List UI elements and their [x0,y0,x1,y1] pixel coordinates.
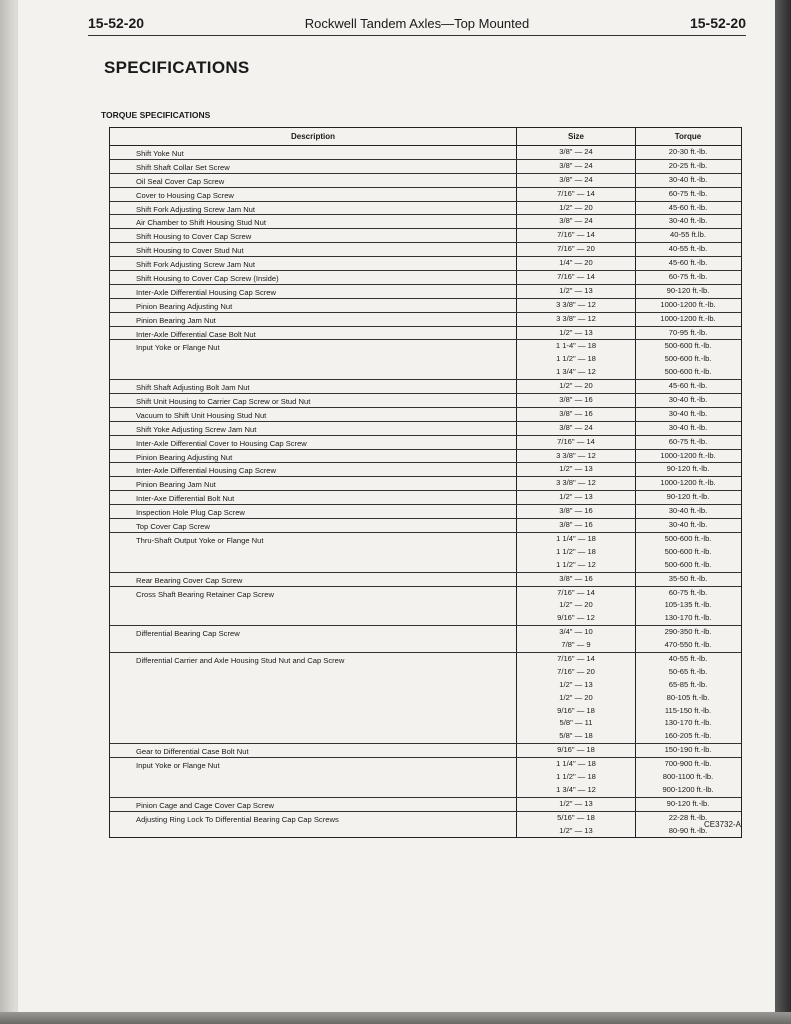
size-torque-row [110,705,741,718]
table-row [110,271,741,285]
torque-cell: 1000-1200 ft.-lb. [660,478,716,488]
size-cell: 1/2" — 13 [559,679,593,689]
row-description: Adjusting Ring Lock To Differential Bearing Cap Cap Screws [136,814,339,824]
size-cell: 1 1/2" — 18 [556,354,596,364]
table-body [110,146,741,837]
table-row [110,422,741,436]
size-torque-row [110,422,741,435]
size-torque-row [110,599,741,612]
table-row [110,327,741,341]
size-cell: 7/16" — 14 [557,436,595,446]
torque-cell: 65-85 ft.-lb. [668,679,708,689]
torque-cell: 160-205 ft.-lb. [664,731,712,741]
size-cell: 5/16" — 18 [557,812,595,822]
table-row [110,758,741,798]
table-row [110,573,741,587]
size-cell: 3/8" — 16 [559,395,593,405]
row-description: Shift Housing to Cover Cap Screw [136,232,252,242]
page-number-left: 15-52-20 [88,15,145,31]
row-description: Air Chamber to Shift Housing Stud Nut [136,218,266,228]
size-torque-row [110,666,741,679]
size-torque-row [110,546,741,559]
size-torque-row [110,188,741,201]
header-torque: Torque [674,132,702,141]
torque-cell: 22-28 ft.-lb. [668,812,708,822]
row-description: Cross Shaft Bearing Retainer Cap Screw [136,589,275,599]
size-cell: 7/16" — 14 [557,230,595,240]
size-cell: 7/8" — 9 [561,640,591,650]
size-cell: 7/16" — 14 [557,188,595,198]
table-row [110,394,741,408]
size-cell: 7/16" — 20 [557,244,595,254]
size-cell: 1 3/4" — 12 [556,367,596,377]
size-cell: 3/8" — 24 [559,147,593,156]
size-cell: 3/8" — 16 [559,506,593,516]
size-cell: 1 1/2" — 18 [556,771,596,781]
size-cell: 9/16" — 18 [557,705,595,715]
size-torque-row [110,692,741,705]
torque-cell: 500-600 ft.-lb. [664,533,712,543]
torque-cell: 90-120 ft.-lb. [666,285,710,295]
torque-cell: 700-900 ft.-lb. [664,759,712,769]
row-description: Thru-Shaft Output Yoke or Flange Nut [136,535,264,545]
table-row [110,463,741,477]
size-cell: 1/2" — 13 [559,285,593,295]
size-torque-row [110,626,741,639]
torque-cell: 60-75 ft.-lb. [668,188,708,198]
size-torque-row [110,587,741,600]
size-cell: 9/16" — 12 [557,613,595,623]
size-torque-row [110,519,741,532]
size-cell: 1 3/4" — 12 [556,784,596,794]
row-description: Differential Bearing Cap Screw [136,629,240,639]
size-cell: 7/16" — 14 [557,587,595,597]
table-row [110,229,741,243]
table-row [110,160,741,174]
subsection-title: TORQUE SPECIFICATIONS [101,110,211,120]
row-description: Shift Fork Adjusting Screw Jam Nut [136,204,256,214]
size-torque-row [110,285,741,298]
size-cell: 3/8" — 24 [559,160,593,170]
size-cell: 1 1/4" — 18 [556,759,596,769]
size-torque-row [110,812,741,825]
table-row [110,285,741,299]
page-stack-edge [0,0,18,1024]
size-torque-row [110,505,741,518]
row-description: Oil Seal Cover Cap Screw [136,176,225,186]
size-cell: 3/8" — 24 [559,216,593,226]
torque-cell: 80-105 ft.-lb. [666,692,710,702]
size-torque-row [110,717,741,730]
torque-cell: 150-190 ft.-lb. [664,745,712,755]
size-torque-row [110,758,741,771]
size-torque-row [110,463,741,476]
torque-cell: 40-55 ft.lb. [670,230,706,240]
torque-cell: 1000-1200 ft.-lb. [660,299,716,309]
size-cell: 1/2" — 20 [559,381,593,391]
torque-cell: 70-95 ft.-lb. [668,327,708,337]
torque-spec-table [109,127,742,838]
size-torque-row [110,477,741,490]
row-description: Inter-Axle Differential Housing Cap Screw [136,466,276,476]
size-torque-row [110,380,741,393]
row-description: Shift Housing to Cover Stud Nut [136,246,244,256]
size-cell: 7/16" — 14 [557,272,595,282]
torque-cell: 90-120 ft.-lb. [666,464,710,474]
torque-cell: 45-60 ft.-lb. [668,202,708,212]
torque-cell: 500-600 ft.-lb. [664,367,712,377]
torque-cell: 60-75 ft.-lb. [668,587,708,597]
table-row [110,626,741,653]
size-cell: 3/8" — 16 [559,573,593,583]
torque-cell: 80-90 ft.-lb. [668,825,708,835]
header-description: Description [290,132,335,141]
size-cell: 3/8" — 16 [559,408,593,418]
size-torque-row [110,639,741,652]
table-row [110,653,741,744]
size-torque-row [110,730,741,743]
size-torque-row [110,313,741,326]
size-cell: 3/8" — 24 [559,174,593,184]
size-torque-row [110,271,741,284]
binding-edge [775,0,791,1024]
torque-cell: 500-600 ft.-lb. [664,354,712,364]
torque-cell: 20-25 ft.-lb. [668,160,708,170]
table-row [110,313,741,327]
size-torque-row [110,679,741,692]
row-description: Shift Unit Housing to Carrier Cap Screw or Stud Nut [136,397,311,407]
table-row [110,812,741,838]
table-row [110,408,741,422]
size-cell: 3 3/8" — 12 [556,313,596,323]
row-description: Gear to Differential Case Bolt Nut [136,747,249,757]
size-cell: 1/2" — 13 [559,798,593,808]
table-row [110,215,741,229]
torque-cell: 500-600 ft.-lb. [664,546,712,556]
size-torque-row [110,366,741,379]
size-torque-row [110,612,741,625]
size-torque-row [110,559,741,572]
size-cell: 5/8" — 18 [559,731,593,741]
row-description: Inter-Axe Differential Bolt Nut [136,494,235,504]
torque-cell: 500-600 ft.-lb. [664,341,712,351]
size-cell: 1/2" — 13 [559,327,593,337]
torque-cell: 1000-1200 ft.-lb. [660,450,716,460]
size-cell: 1 1-4" — 18 [555,341,597,351]
table-row [110,450,741,464]
figure-label: CE3732-A [704,820,741,829]
table-row [110,299,741,313]
row-description: Input Yoke or Flange Nut [136,343,220,353]
table-row [110,202,741,216]
size-cell: 1/4" — 20 [559,258,593,268]
row-description: Shift Yoke Adjusting Screw Jam Nut [136,424,257,434]
size-torque-row [110,215,741,228]
table-row [110,491,741,505]
torque-cell: 30-40 ft.-lb. [668,395,708,405]
torque-cell: 20-30 ft.-lb. [668,147,708,156]
size-torque-row [110,798,741,811]
torque-cell: 30-40 ft.-lb. [668,520,708,530]
size-cell: 1/2" — 13 [559,492,593,502]
torque-cell: 30-40 ft.-lb. [668,174,708,184]
torque-cell: 800-1100 ft.-lb. [662,771,714,781]
size-torque-row [110,394,741,407]
row-description: Pinion Cage and Cage Cover Cap Screw [136,800,275,810]
size-cell: 9/16" — 18 [557,745,595,755]
table-row [110,340,741,380]
table-row [110,533,741,573]
row-description: Inspection Hole Plug Cap Screw [136,508,245,518]
table-row [110,436,741,450]
row-description: Rear Bearing Cover Cap Screw [136,575,243,585]
torque-cell: 290-350 ft.-lb. [664,627,712,637]
row-description: Inter-Axle Differential Cover to Housing Cap Screw [136,438,307,448]
row-description: Pinion Bearing Jam Nut [136,480,216,490]
size-cell: 1 1/2" — 18 [556,546,596,556]
row-description: Input Yoke or Flange Nut [136,761,220,771]
row-description: Differential Carrier and Axle Housing Stud Nut and Cap Screw [136,655,345,665]
torque-cell: 40-55 ft.-lb. [668,653,708,663]
size-cell: 3 3/8" — 12 [556,299,596,309]
row-description: Pinion Bearing Jam Nut [136,315,216,325]
torque-cell: 60-75 ft.-lb. [668,272,708,282]
row-description: Shift Fork Adjusting Screw Jam Nut [136,260,256,270]
size-cell: 5/8" — 11 [559,718,593,728]
size-cell: 7/16" — 20 [557,666,595,676]
table-row [110,798,741,812]
table-row [110,243,741,257]
size-torque-row [110,340,741,353]
size-torque-row [110,243,741,256]
size-torque-row [110,450,741,463]
row-description: Shift Yoke Nut [136,149,184,158]
row-description: Shift Shaft Adjusting Bolt Jam Nut [136,383,250,393]
torque-cell: 115-150 ft.-lb. [664,705,712,715]
torque-cell: 130-170 ft.-lb. [664,613,712,623]
size-cell: 1/2" — 20 [559,600,593,610]
table-row [110,174,741,188]
size-cell: 1/2" — 13 [559,464,593,474]
size-torque-row [110,573,741,586]
row-description: Top Cover Cap Screw [136,522,210,532]
size-torque-row [110,257,741,270]
torque-cell: 40-55 ft.-lb. [668,244,708,254]
torque-cell: 30-40 ft.-lb. [668,506,708,516]
torque-cell: 1000-1200 ft.-lb. [660,313,716,323]
scan-bottom-edge [0,1012,791,1024]
size-cell: 1/2" — 13 [559,825,593,835]
size-torque-row [110,533,741,546]
size-torque-row [110,825,741,838]
torque-cell: 130-170 ft.-lb. [664,718,712,728]
torque-cell: 90-120 ft.-lb. [666,798,710,808]
row-description: Shift Shaft Collar Set Screw [136,162,230,172]
table-row [110,587,741,627]
table-row [110,744,741,758]
size-torque-row [110,436,741,449]
row-description: Inter-Axle Differential Case Bolt Nut [136,329,256,339]
running-title: Rockwell Tandem Axles—Top Mounted [304,16,530,31]
size-cell: 3/4" — 10 [559,627,593,637]
size-cell: 3 3/8" — 12 [556,478,596,488]
row-description: Pinion Bearing Adjusting Nut [136,301,233,311]
torque-cell: 90-120 ft.-lb. [666,492,710,502]
torque-cell: 470-550 ft.-lb. [664,640,712,650]
row-description: Cover to Housing Cap Screw [136,190,234,200]
row-description: Inter-Axle Differential Housing Cap Screw [136,287,276,297]
torque-cell: 30-40 ft.-lb. [668,422,708,432]
table-row [110,505,741,519]
size-cell: 7/16" — 14 [557,653,595,663]
torque-cell: 30-40 ft.-lb. [668,216,708,226]
size-cell: 1/2" — 20 [559,202,593,212]
size-cell: 3 3/8" — 12 [556,450,596,460]
table-row [110,380,741,394]
torque-cell: 60-75 ft.-lb. [668,436,708,446]
size-cell: 3/8" — 24 [559,422,593,432]
size-torque-row [110,299,741,312]
size-cell: 1 1/4" — 18 [556,533,596,543]
row-description: Vacuum to Shift Unit Housing Stud Nut [136,410,267,420]
torque-cell: 30-40 ft.-lb. [668,408,708,418]
size-cell: 1/2" — 20 [559,692,593,702]
torque-cell: 45-60 ft.-lb. [668,381,708,391]
table-header-row [110,128,741,146]
row-description: Shift Housing to Cover Cap Screw (Inside) [136,274,279,284]
size-torque-row [110,744,741,757]
torque-cell: 900-1200 ft.-lb. [662,784,714,794]
size-torque-row [110,771,741,784]
page-header [88,13,746,36]
row-description: Pinion Bearing Adjusting Nut [136,452,233,462]
size-torque-row [110,784,741,797]
size-torque-row [110,160,741,173]
size-torque-row [110,327,741,340]
table-row [110,257,741,271]
size-torque-row [110,174,741,187]
page-number-right: 15-52-20 [689,15,746,31]
size-torque-row [110,146,741,159]
size-torque-row [110,408,741,421]
table-row [110,477,741,491]
size-torque-row [110,653,741,666]
torque-cell: 105-135 ft.-lb. [664,600,712,610]
torque-cell: 35-50 ft.-lb. [668,573,708,583]
size-torque-row [110,491,741,504]
size-torque-row [110,202,741,215]
size-torque-row [110,353,741,366]
size-torque-row [110,229,741,242]
header-size: Size [567,132,584,141]
torque-cell: 500-600 ft.-lb. [664,559,712,569]
size-cell: 1 1/2" — 12 [556,559,596,569]
size-cell: 3/8" — 16 [559,520,593,530]
torque-cell: 45-60 ft.-lb. [668,258,708,268]
table-row [110,188,741,202]
torque-cell: 50-65 ft.-lb. [668,666,708,676]
section-title: SPECIFICATIONS [104,58,250,77]
table-row [110,519,741,533]
table-row [110,146,741,160]
